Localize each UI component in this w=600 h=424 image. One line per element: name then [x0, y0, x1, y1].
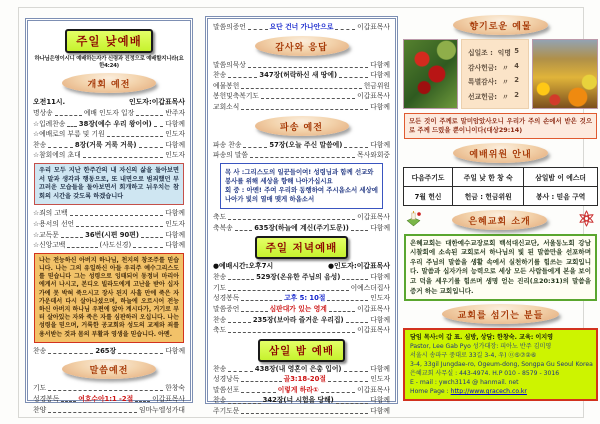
leader-line [344, 147, 368, 148]
service-row [213, 395, 390, 406]
offering-count: 5 [514, 47, 519, 56]
table-row [404, 186, 598, 205]
leader-line [228, 77, 257, 78]
church-intro-header-row [405, 209, 596, 232]
service-row [213, 325, 390, 336]
leader-line [339, 77, 368, 78]
denomination-logo-icon [577, 209, 596, 232]
autumn-harvest-photo [532, 39, 598, 109]
row-label: 말씀증언 [213, 304, 240, 313]
row-label: ☆예배로의 부름 및 기원 [33, 130, 105, 139]
leader-line [261, 98, 355, 99]
offering-row [468, 76, 522, 86]
leader-line [48, 147, 73, 148]
leader-line [228, 290, 348, 291]
table-cell: 다음주기도 [404, 167, 453, 186]
contact-text: 서울시 송파구 중대로 33길 3-4, 우) ⓪⑤⑦②⑥ [410, 352, 537, 360]
leader-line [228, 279, 254, 280]
row-label: ☆용서의 선언 [33, 219, 75, 228]
row-person: 이갑표목사 [357, 326, 390, 335]
section-header-gifts: 향기로운 예물 [453, 15, 547, 35]
row-label: 성경낭독 [213, 375, 240, 384]
service-row [33, 240, 185, 251]
info-panel [403, 12, 598, 403]
row-person: 다함께 [370, 407, 390, 416]
offering-donor: 〃 [501, 78, 509, 87]
leader-line [135, 401, 150, 402]
wednesday-rows [213, 364, 390, 417]
offering-donor: 〃 [501, 63, 509, 72]
service-row [213, 293, 390, 304]
leader-line [141, 237, 163, 238]
row-person: 다함께 [370, 364, 390, 373]
service-row [213, 60, 390, 71]
leader-line [70, 215, 164, 216]
contact-line [410, 378, 591, 387]
row-label: 찬양 [33, 405, 47, 414]
row-person: 다함께 [165, 140, 186, 149]
offering-card [461, 39, 529, 109]
row-label: ☆신앙고백 [33, 241, 66, 250]
row-person: 인도자 [165, 130, 185, 139]
leader-line [48, 390, 163, 391]
section-header-servants: 교회를 섬기는 분들 [442, 304, 560, 324]
worship-committee-table [403, 167, 598, 206]
leader-line [329, 311, 355, 312]
leader-line [48, 412, 137, 413]
row-value: 635장(하늘에 계신(주기도문)) [254, 223, 349, 232]
row-label: 축도 [213, 212, 227, 221]
service-row [213, 22, 390, 33]
row-person: 다함께 [370, 140, 391, 149]
leader-line [136, 115, 163, 116]
leader-line [48, 353, 93, 354]
row-person: 한창숙 [165, 384, 185, 393]
row-label: 기도 [33, 384, 47, 393]
leader-line [139, 147, 164, 148]
service-row [213, 315, 390, 326]
service-row [213, 150, 390, 161]
service-row [33, 150, 185, 161]
row-person: 인도자 [370, 375, 391, 384]
middle-service-panel [205, 16, 398, 416]
row-label: ☆죄의 고백 [33, 209, 68, 218]
offering-donor: 〃 [501, 92, 509, 101]
section-header-word: 말씀예전 [62, 359, 156, 379]
service-row [213, 304, 390, 315]
row-label: 말씀선포 [213, 385, 240, 394]
row-person: 인도자 [165, 219, 185, 228]
offering-count: 2 [514, 90, 519, 99]
church-intro-box: 은혜교회는 대한예수교장로회 백석대신교단, 서울동노회 강남시찰회에 소속된 교회로서 하나님의 빛 된 말씀만을 선포하며 우리 주님의 말씀을 생활 속에서 실천하기를 힘쓰는 교회입니다. 말씀과 십자가의 능력으로 세상 모든 사람들에게 본을 보이고 덕을 세우기를 힘쓰며 생명 얻는 진리(요20:31)의 말씀을 증거 하는 교회입니다. [404, 234, 597, 302]
leader-line [154, 126, 164, 127]
row-value: 이렇게 하라① [277, 385, 319, 394]
row-value: 57장(오늘 주신 말씀에) [269, 140, 343, 149]
evening-rows [213, 272, 390, 336]
service-row [33, 108, 185, 119]
leader-line [76, 226, 163, 227]
row-person: 반주자 [165, 109, 186, 117]
leader-line [241, 381, 281, 382]
row-label: 찬송 [213, 396, 227, 405]
row-value: 38장(예수 우리 왕이여) [78, 119, 152, 128]
section-header-thanks: 감사와 응답 [255, 36, 349, 56]
service-title: 주일 낮예배 [65, 29, 153, 53]
offering-label: 십일조 : [468, 49, 493, 58]
evening-service-title: 주일 저녁예배 [255, 236, 349, 259]
info-right: 인도자:이갑표목사 [128, 98, 185, 106]
opening-rows [33, 108, 185, 161]
leader-line [346, 322, 369, 323]
row-value: 347장(허락하신 새 땅에) [259, 71, 338, 80]
row-label: 예물봉헌 [213, 81, 240, 90]
row-person: 다함께 [370, 60, 390, 69]
contact-text: Home Page : [410, 388, 451, 396]
row-label: 찬송 [33, 346, 47, 355]
commission-congregation-line: 회 중 : 아멘! 주여 우리와 동행하여 주시옵소서 세상에 나아가 빛의 열매 맺게 하옵소서 [225, 186, 378, 204]
row-person: 이예스더집사 [350, 283, 390, 292]
row-label: 성경봉독 [33, 394, 60, 403]
row-person: 인도자 [165, 151, 185, 160]
service-row [213, 102, 390, 113]
row-label: ☆입례찬송 [33, 119, 66, 128]
row-label: 찬송 [213, 71, 227, 80]
row-value: 여호수아1:1 -2절 [78, 394, 134, 403]
candle-leaf-icon [405, 210, 422, 231]
row-value: 예배 인도자 입장 [83, 109, 135, 117]
row-value: 심판대가 있는 영계 [269, 304, 327, 313]
leader-line [328, 381, 368, 382]
commission-box [220, 163, 383, 209]
leader-line [241, 413, 368, 414]
leader-line [55, 115, 82, 116]
table-cell: 7월 헌신 [404, 186, 453, 205]
row-person: 다함께 [370, 223, 391, 232]
row-value: 골3:18-20절 [283, 375, 326, 384]
commission-pastor-line: 목 사 :그리스도의 일꾼들이여! 성령님과 함께 선교와 봉사를 위해 세상을 향해 나아가십시요 [225, 167, 374, 185]
service-row [33, 208, 185, 219]
info-row [33, 97, 185, 108]
leader-line [107, 136, 164, 137]
leader-line [241, 392, 275, 393]
leader-line [248, 29, 268, 30]
table-cell: 삼일밤 이 에스더 [524, 167, 598, 186]
row-person: 임마누엘성가대 [139, 405, 185, 414]
row-value: 342장(너 시험을 당해) [262, 396, 334, 405]
offering-label: 선교헌금: [468, 92, 497, 101]
info-row [213, 261, 390, 272]
row-value: 265장 [95, 346, 117, 355]
offering-verse-box: 모든 것이 주께로 말미암았사오니 우리가 주의 손에서 받은 것으로 주께 드렸을 뿐이니이다(대상29:14) [404, 113, 597, 139]
header-verse: 하나님은영이시니 예배하는자가 신령과 진정으로 예배할지니라(요한4:24) [34, 56, 184, 69]
offering-row [468, 91, 522, 101]
row-person: 인도자 [370, 294, 390, 303]
row-person: 이갑표목사 [357, 385, 390, 394]
leader-line [344, 371, 369, 372]
row-label: 파송 찬송 [213, 140, 242, 149]
table-cell: 헌금 : 헌금위원 [453, 186, 524, 205]
leader-line [118, 353, 163, 354]
row-label: 명상송 [33, 109, 53, 117]
leader-line [241, 300, 282, 301]
service-row [213, 212, 390, 223]
confession-rows [33, 208, 185, 250]
leader-line [61, 401, 76, 402]
service-row [33, 394, 185, 405]
service-row [213, 406, 390, 417]
contact-line [410, 333, 591, 342]
contact-text: E - mail : ywch3114 @ hanmail. net [410, 379, 519, 387]
offering-label: 감사헌금: [468, 63, 497, 72]
info-right: ●인도자:이갑표목사 [327, 262, 390, 271]
time-row-group [33, 97, 185, 108]
leader-line [336, 403, 369, 404]
contact-line [410, 369, 591, 378]
confession-note-box: 우리 모두 지난 한주간의 내 자신의 삶을 돌아보면서 말과 생각과 행동으로, 또 내면으로 범죄했던 부끄러운 모습들을 돌아보면서 회개하고 뉘우치는 참회의 시간을 갖도록 하겠습니다 [34, 163, 184, 205]
row-label: 기도 [213, 283, 227, 292]
leader-line [250, 157, 355, 158]
row-label: 축도 [213, 326, 227, 335]
row-label: 축복송 [213, 223, 233, 232]
row-label: ☆참회에의 초대 [33, 151, 81, 160]
offering-count: 4 [514, 61, 519, 70]
homepage-link[interactable]: http://www.gracech.co.kr [450, 388, 527, 396]
service-row [33, 405, 185, 416]
section-header-committee: 예배위원 안내 [453, 143, 547, 163]
service-row [33, 383, 185, 394]
section-header-sending: 파송 예전 [255, 116, 349, 136]
row-label: 찬송 [33, 140, 47, 149]
info-left: 오전11시. [33, 98, 66, 106]
leader-line [228, 322, 251, 323]
leader-line [248, 67, 368, 68]
service-row [33, 219, 185, 230]
table-cell: 주일 낮 한 창 숙 [453, 167, 524, 186]
row-label: ☆교독문 [33, 230, 59, 239]
row-value: 36번(시편 90편) [85, 230, 139, 239]
hymn-row [33, 346, 185, 357]
thanks-rows [213, 60, 390, 113]
contact-text: 3-4, 33gil Jungdae-ro, Ogeum-dong, Songpa Gu Seoul Korea [410, 361, 593, 369]
row-person: 다함께 [370, 71, 391, 80]
offering-block [403, 39, 598, 109]
leader-line [67, 247, 97, 248]
offering-row [468, 47, 522, 57]
leader-line [228, 332, 355, 333]
service-row [33, 140, 185, 151]
row-label: 찬송 [213, 315, 227, 324]
service-row [33, 230, 185, 241]
row-person: 다함께 [165, 230, 186, 239]
leader-line [228, 219, 355, 220]
contact-text: 담임 목사:이 갑 표. 심방, 상담: 한창숙. 교육: 이지영 [410, 334, 554, 342]
leader-line [235, 230, 252, 231]
leader-line [83, 157, 164, 158]
contact-line [410, 360, 591, 369]
row-person: 이갑표목사 [357, 212, 390, 221]
row-person: 다함께 [370, 102, 390, 111]
service-row [213, 70, 390, 81]
row-value: 438장(내 영혼이 은총 입어) [254, 364, 342, 373]
service-row [213, 364, 390, 375]
service-row [213, 385, 390, 396]
service-row [213, 374, 390, 385]
row-label: 파송의 말씀 [213, 151, 248, 160]
leader-line [133, 247, 163, 248]
service-row [213, 81, 390, 92]
evening-info-row [213, 261, 390, 272]
row-person: 이갑표목사 [357, 23, 391, 31]
table-cell: 봉사 : 믿음 구역 [524, 186, 598, 205]
leader-line [241, 109, 368, 110]
table-row [404, 167, 598, 186]
section-header-opening: 개회 예전 [62, 73, 156, 93]
sermon-row [213, 22, 390, 33]
leader-line [335, 29, 355, 30]
row-person: 목사와회중 [357, 151, 390, 160]
apostles-creed-box: 나는 전능하신 아버지 하나님, 천지의 창조주를 믿습니다. 나는 그의 유일하신 아들 우리주 예수그리스도를 믿습니다 그는 성령으로 잉태되어 동정녀 마리아에게서 나시고, 본디오 빌라도에게 고난을 받아 십자가에 못 박혀 죽으시고 장사 된지 사흘 만에 죽은 자 가운데서 다시 살아나셨으며, 하늘에 오르시어 전능하신 아버지 하나님 우편에 앉아 계시다가, 거기로 부터 살아있는 자와 죽은 자를 심판하러 오십니다. 나는 성령을 믿으며, 거룩한 공교회와 성도의 교제와 죄를 용서받는 것과 몸의 부활과 영생을 믿습니다. 아멘. [34, 253, 184, 343]
leader-line [228, 403, 261, 404]
section-header-church-intro: 은혜교회 소개 [452, 210, 546, 230]
row-value: 요단 건너 가나안으로 [269, 23, 334, 31]
offering-count: 2 [514, 76, 519, 85]
service-row [213, 91, 390, 102]
contact-line [410, 351, 591, 360]
leader-line [241, 311, 267, 312]
wednesday-service-title: 삼일 밤 예배 [258, 339, 345, 362]
sunday-day-service-panel [25, 18, 193, 414]
contact-text: Pastor, Lee Gab Pyo 성가대장: 피아노 반주 김미영 [410, 343, 552, 351]
row-label: 봉헌및축복기도 [213, 92, 259, 101]
row-value: 고후 5: 10절 [284, 294, 326, 303]
offering-donor: 익명 [497, 49, 511, 58]
leader-line [241, 88, 361, 89]
service-row [213, 283, 390, 294]
leader-line [61, 237, 83, 238]
leader-line [243, 147, 267, 148]
row-person: 이갑표목사 [357, 92, 390, 101]
row-value: 235장(보아라 즐거운 우리집) [252, 315, 344, 324]
row-person: 다함께 [165, 119, 185, 128]
apples-photo [403, 39, 458, 109]
service-row [213, 140, 390, 151]
row-value: (사도신경) [99, 241, 132, 250]
church-contact-box [403, 328, 598, 401]
row-person: 다함께 [165, 209, 185, 218]
contact-text: 은혜교회 사무실 : 443-4974. H.P 010 - 8579 - 3016 [410, 370, 560, 378]
row-person: 다함께 [370, 396, 390, 405]
sending-rows-a [213, 140, 390, 161]
leader-line [321, 392, 355, 393]
word-rows [33, 383, 185, 415]
leader-line [67, 126, 77, 127]
leader-line [228, 371, 253, 372]
row-label: 말씀의묵상 [213, 60, 246, 69]
leader-line [342, 279, 368, 280]
service-row [213, 223, 390, 234]
contact-line [410, 342, 591, 351]
row-label: 주기도문 [213, 407, 240, 416]
row-person: 이갑표목사 [152, 394, 186, 403]
row-label: 교회소식 [213, 102, 240, 111]
row-person: 다함께 [165, 241, 186, 250]
row-label: 찬송 [213, 273, 227, 282]
service-row [33, 119, 185, 130]
contact-line [410, 387, 591, 396]
leader-line [327, 300, 368, 301]
row-value: 8장(거룩 거룩 거룩) [74, 140, 137, 149]
row-label: 성경봉독 [213, 294, 240, 303]
info-left: ●예배시간:오후7시 [213, 262, 274, 271]
row-person: 헌금위원 [363, 81, 390, 90]
service-row [33, 346, 185, 357]
offering-label: 특별감사: [468, 78, 497, 87]
row-value: 529장(온유한 주님의 음성) [256, 273, 341, 282]
row-person: 다함께 [370, 273, 391, 282]
service-row [213, 272, 390, 283]
offering-row [468, 62, 522, 72]
row-person: 이갑표목사 [357, 304, 390, 313]
row-person: 다함께 [370, 315, 391, 324]
service-row [33, 129, 185, 140]
sending-rows-b [213, 212, 390, 233]
row-label: 찬송 [213, 364, 227, 373]
row-label: 말씀의증언 [213, 23, 246, 31]
leader-line [351, 230, 368, 231]
row-person: 다함께 [165, 346, 186, 355]
